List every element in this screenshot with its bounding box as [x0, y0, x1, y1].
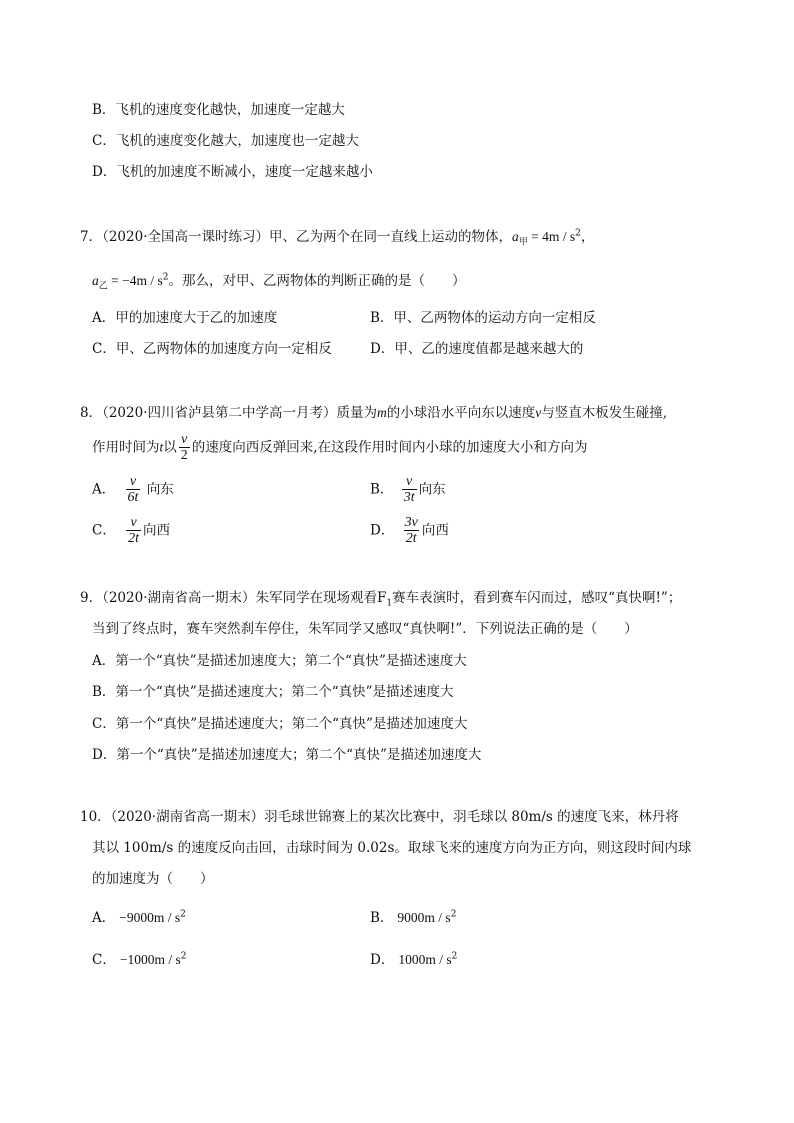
option-direction: 向西 — [143, 522, 171, 539]
option-label: B． — [370, 481, 394, 498]
q9-stem-line2: 当到了终点时，赛车突然刹车停住，朱军同学又感叹“真快啊!”．下列说法正确的是（ ） — [92, 621, 638, 637]
square-exponent: 2 — [180, 909, 186, 920]
mass-symbol: m — [377, 405, 387, 420]
option-value: 9000m / s — [397, 910, 451, 925]
fraction-numerator: v — [129, 474, 137, 489]
q8-stem-part: 以 — [163, 439, 177, 456]
q9-option-a: A．第一个“真快”是描述加速度大；第二个“真快”是描述速度大 — [92, 653, 467, 669]
q9-option-d: D．第一个“真快”是描述加速度大；第二个“真快”是描述加速度大 — [92, 747, 482, 763]
q10-stem-line2: 其以 100m/s 的速度反向击回，击球时间为 0.02s。取球飞来的速度方向为正方向，则这段时间内球 — [92, 840, 692, 856]
square-exponent: 2 — [180, 951, 187, 962]
a-jia-symbol: a — [512, 229, 519, 244]
q7-option-a: A．甲的加速度大于乙的加速度 — [92, 310, 278, 326]
q7-stem-line2 — [92, 272, 466, 292]
option-direction: 向西 — [421, 522, 449, 539]
option-direction: 向东 — [418, 481, 446, 498]
option-fraction — [126, 515, 141, 547]
q7-stem-text: 7．（2020·全国高一课时练习）甲、乙为两个在同一直线上运动的物体， — [80, 229, 512, 245]
q8-stem-part: 8．（2020·四川省泸县第二中学高一月考）质量为 — [80, 405, 377, 421]
option-fraction — [402, 474, 417, 506]
option-direction: 向东 — [142, 481, 174, 498]
q8-stem-line2 — [92, 432, 588, 464]
fraction-numerator: v — [406, 474, 413, 489]
a-yi-subscript: 乙 — [98, 281, 108, 292]
q7-option-b: B．甲、乙两物体的运动方向一定相反 — [370, 310, 596, 326]
q6-option-c: C．飞机的速度变化越大，加速度也一定越大 — [92, 133, 359, 149]
a-jia-tail: ， — [580, 229, 595, 245]
velocity-symbol: v — [535, 405, 542, 420]
fraction-denominator: 2t — [128, 531, 140, 547]
q8-stem-part: 与竖直木板发生碰撞, — [541, 405, 668, 421]
q8-option-a — [92, 474, 174, 506]
option-label: D． — [370, 522, 395, 539]
option-label: B． — [370, 910, 394, 926]
q9-option-b: B．第一个“真快”是描述速度大；第二个“真快”是描述速度大 — [92, 684, 454, 700]
q7-option-c: C．甲、乙两物体的加速度方向一定相反 — [92, 341, 332, 357]
a-yi-symbol: a — [92, 273, 99, 288]
q6-option-b: B．飞机的速度变化越快，加速度一定越大 — [92, 102, 345, 118]
fraction-numerator: v — [130, 515, 137, 530]
option-fraction — [403, 515, 420, 547]
option-label: D． — [370, 952, 395, 968]
q9-stem-part: 赛车表演时，看到赛车闪而过，感叹“真快啊!”； — [392, 590, 682, 606]
q10-stem-line1: 10．（2020·湖南省高一期末）羽毛球世锦赛上的某次比赛中，羽毛球以 80m/s 的速度飞来，林丹将 — [80, 809, 679, 825]
q8-stem-part: 作用时间为 — [92, 439, 160, 456]
q9-option-c: C．第一个“真快”是描述速度大；第二个“真快”是描述加速度大 — [92, 716, 468, 732]
time-symbol: t — [159, 439, 164, 455]
q8-stem-part: 的速度向西反弹回来,在这段作用时间内小球的加速度大小和方向为 — [191, 439, 588, 456]
option-value: −1000m / s — [119, 952, 181, 967]
q7-stem-tail: 。那么，对甲、乙两物体的判断正确的是（ ） — [168, 273, 466, 289]
a-jia-subscript: 甲 — [518, 237, 528, 248]
a-yi-value: = −4m / s — [107, 273, 163, 288]
square-exponent: 2 — [451, 951, 458, 962]
option-label: C． — [92, 522, 116, 539]
a-yi-square: 2 — [162, 272, 169, 283]
option-value: −9000m / s — [119, 910, 181, 925]
q10-option-d — [370, 953, 457, 968]
q9-stem-line1 — [80, 590, 682, 609]
q8-option-b — [370, 474, 446, 506]
q7-stem-line1 — [80, 228, 595, 248]
q10-stem-line3: 的加速度为（ ） — [92, 871, 214, 887]
square-exponent: 2 — [450, 909, 457, 920]
fraction-numerator: v — [181, 432, 188, 447]
half-velocity-fraction — [179, 432, 190, 464]
fraction-denominator: 2t — [405, 531, 417, 547]
option-label: C． — [92, 952, 116, 968]
q9-stem-part: 9．（2020·湖南省高一期末）朱军同学在现场观看F — [80, 590, 387, 606]
option-value: 1000m / s — [398, 952, 452, 967]
option-label: A． — [92, 910, 116, 926]
fraction-numerator: 3v — [404, 515, 418, 530]
option-label: A． — [92, 481, 116, 498]
a-jia-value: = 4m / s — [527, 229, 576, 244]
q10-option-a — [92, 911, 186, 926]
q8-option-d — [370, 515, 449, 547]
fraction-denominator: 3t — [403, 490, 415, 506]
q8-stem-line1 — [80, 406, 667, 421]
a-jia-square: 2 — [575, 228, 581, 239]
fraction-denominator: 6t — [127, 490, 139, 506]
q8-option-c — [92, 515, 170, 547]
q6-option-d: D．飞机的加速度不断减小，速度一定越来越小 — [92, 164, 373, 180]
fraction-denominator: 2 — [180, 448, 188, 464]
q7-option-d: D．甲、乙的速度值都是越来越大的 — [370, 341, 584, 357]
f1-subscript: 1 — [386, 598, 393, 609]
option-fraction — [126, 474, 141, 506]
q10-option-c — [92, 953, 186, 968]
q8-stem-part: 的小球沿水平向东以速度 — [386, 405, 536, 421]
q10-option-b — [370, 911, 456, 926]
